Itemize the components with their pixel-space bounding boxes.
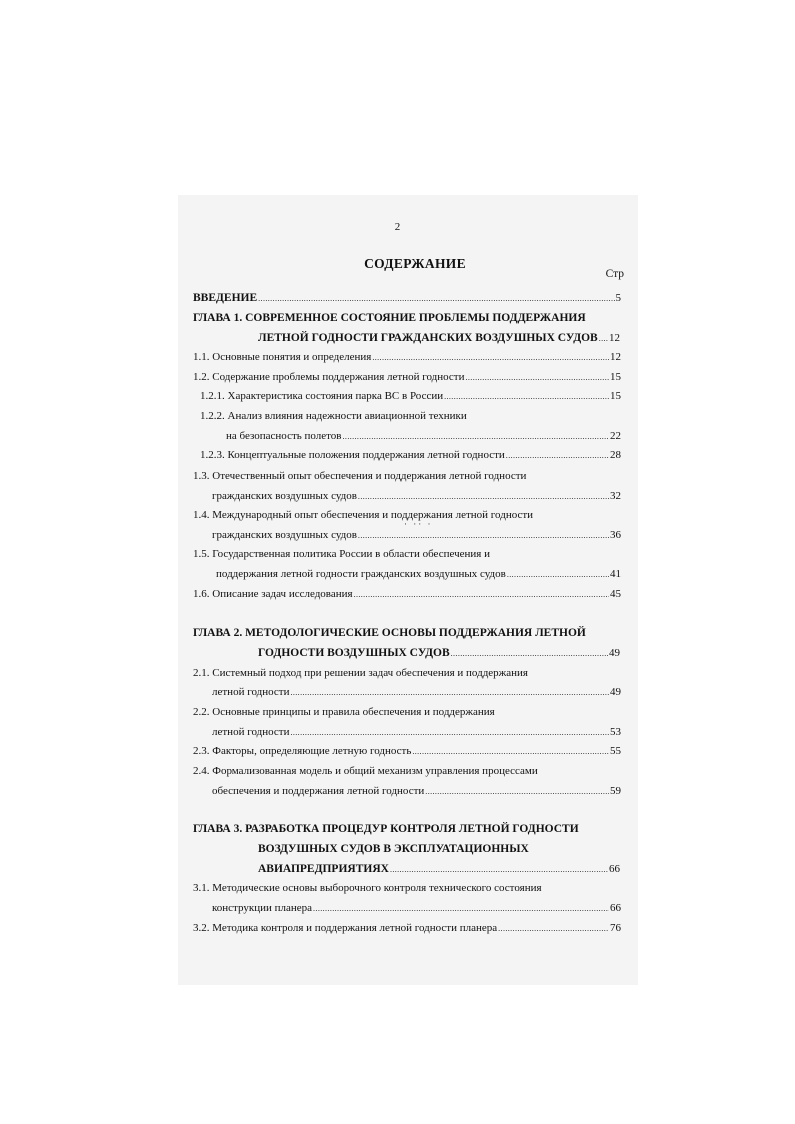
toc-entry-1-5-line-1: 1.5. Государственная политика России в области обеспечения и bbox=[193, 548, 490, 560]
toc-entry-2-2-line-1: 2.2. Основные принципы и правила обеспечения и поддержания bbox=[193, 706, 495, 718]
toc-entry-page: 12 bbox=[609, 332, 620, 344]
toc-entry-title: обеспечения и поддержания летной годности bbox=[212, 785, 425, 797]
dot-leader bbox=[358, 529, 609, 543]
toc-chapter-3-title-line-1: ГЛАВА 3. РАЗРАБОТКА ПРОЦЕДУР КОНТРОЛЯ ЛЕТНОЙ ГОДНОСТИ bbox=[193, 823, 579, 835]
toc-entry-page: 36 bbox=[610, 529, 621, 541]
toc-chapter-1-title-line-1: ГЛАВА 1. СОВРЕМЕННОЕ СОСТОЯНИЕ ПРОБЛЕМЫ ПОДДЕРЖАНИЯ bbox=[193, 312, 586, 324]
dot-leader bbox=[425, 785, 609, 799]
toc-chapter-2 bbox=[258, 646, 620, 661]
toc-entry-page: 49 bbox=[609, 647, 620, 659]
toc-entry-page: 32 bbox=[610, 490, 621, 502]
toc-entry-page: 28 bbox=[610, 449, 621, 461]
toc-entry-2-3 bbox=[193, 744, 621, 759]
dot-leader bbox=[506, 449, 609, 463]
toc-entry-1-3-line-1: 1.3. Отечественный опыт обеспечения и поддержания летной годности bbox=[193, 470, 527, 482]
dot-leader bbox=[354, 588, 609, 602]
dot-leader bbox=[599, 332, 608, 346]
page-column-label: Стр bbox=[605, 268, 624, 280]
toc-entry-1-2 bbox=[193, 370, 621, 385]
toc-entry-title: летной годности bbox=[212, 686, 290, 698]
toc-entry-title: на безопасность полетов bbox=[226, 430, 342, 442]
toc-entry-page: 45 bbox=[610, 588, 621, 600]
toc-entry-2-1-line-1: 2.1. Системный подход при решении задач обеспечения и поддержания bbox=[193, 667, 528, 679]
toc-entry-title: ВВЕДЕНИЕ bbox=[193, 292, 258, 304]
toc-entry-title: 1.6. Описание задач исследования bbox=[193, 588, 353, 600]
toc-entry-1-6 bbox=[193, 587, 621, 602]
toc-entry-page: 76 bbox=[610, 922, 621, 934]
toc-entry-introduction bbox=[193, 291, 621, 306]
toc-entry-2-4 bbox=[212, 784, 621, 799]
toc-entry-1-2-2 bbox=[226, 429, 621, 444]
toc-entry-3-1 bbox=[212, 901, 621, 916]
toc-entry-page: 53 bbox=[610, 726, 621, 738]
dot-leader bbox=[372, 351, 609, 365]
toc-entry-title: 2.3. Факторы, определяющие летную годность bbox=[193, 745, 412, 757]
dot-leader bbox=[507, 568, 609, 582]
toc-entry-1-2-1 bbox=[200, 389, 621, 404]
dot-leader bbox=[290, 686, 609, 700]
toc-entry-page: 41 bbox=[610, 568, 621, 580]
dot-leader bbox=[451, 647, 608, 661]
toc-entry-title: ЛЕТНОЙ ГОДНОСТИ ГРАЖДАНСКИХ ВОЗДУШНЫХ СУДОВ bbox=[258, 332, 598, 344]
toc-entry-title: 1.1. Основные понятия и определения bbox=[193, 351, 372, 363]
toc-entry-title: 1.2.3. Концептуальные положения поддержания летной годности bbox=[200, 449, 505, 461]
scan-artifact: · ·· · bbox=[404, 519, 433, 529]
toc-entry-title: 3.2. Методика контроля и поддержания летной годности планера bbox=[193, 922, 498, 934]
toc-entry-title: АВИАПРЕДПРИЯТИЯХ bbox=[258, 863, 389, 875]
toc-chapter-3-title-line-2: ВОЗДУШНЫХ СУДОВ В ЭКСПЛУАТАЦИОННЫХ bbox=[258, 843, 529, 855]
toc-entry-1-5 bbox=[216, 567, 621, 582]
dot-leader bbox=[343, 430, 609, 444]
dot-leader bbox=[258, 292, 614, 306]
toc-entry-page: 5 bbox=[615, 292, 621, 304]
dot-leader bbox=[498, 922, 609, 936]
toc-entry-page: 66 bbox=[609, 863, 620, 875]
toc-entry-title: ГОДНОСТИ ВОЗДУШНЫХ СУДОВ bbox=[258, 647, 450, 659]
toc-entry-1-4-line-1: 1.4. Международный опыт обеспечения и поддержания летной годности bbox=[193, 509, 534, 521]
toc-entry-1-2-3 bbox=[200, 448, 621, 463]
toc-entry-title: 1.2. Содержание проблемы поддержания летной годности bbox=[193, 371, 465, 383]
toc-entry-title: конструкции планера bbox=[212, 902, 313, 914]
toc-entry-1-3 bbox=[212, 489, 621, 504]
toc-entry-3-1-line-1: 3.1. Методические основы выборочного контроля технического состояния bbox=[193, 882, 542, 894]
toc-entry-page: 15 bbox=[610, 371, 621, 383]
dot-leader bbox=[466, 371, 610, 385]
toc-entry-2-2 bbox=[212, 725, 621, 740]
toc-entry-1-4 bbox=[212, 528, 621, 543]
toc-entry-3-2 bbox=[193, 921, 621, 936]
toc-entry-2-4-line-1: 2.4. Формализованная модель и общий механизм управления процессами bbox=[193, 765, 538, 777]
dot-leader bbox=[390, 863, 608, 877]
toc-entry-title: гражданских воздушных судов bbox=[212, 529, 357, 541]
dot-leader bbox=[290, 726, 609, 740]
toc-chapter-2-title-line-1: ГЛАВА 2. МЕТОДОЛОГИЧЕСКИЕ ОСНОВЫ ПОДДЕРЖАНИЯ ЛЕТНОЙ bbox=[193, 627, 586, 639]
toc-entry-title: летной годности bbox=[212, 726, 290, 738]
toc-entry-page: 49 bbox=[610, 686, 621, 698]
dot-leader bbox=[412, 745, 609, 759]
toc-entry-page: 55 bbox=[610, 745, 621, 757]
dot-leader bbox=[358, 490, 609, 504]
dot-leader bbox=[313, 902, 609, 916]
toc-entry-page: 12 bbox=[610, 351, 621, 363]
toc-title: СОДЕРЖАНИЕ bbox=[364, 256, 466, 271]
toc-entry-2-1 bbox=[212, 685, 621, 700]
dot-leader bbox=[444, 390, 609, 404]
toc-entry-title: поддержания летной годности гражданских воздушных судов bbox=[216, 568, 506, 580]
toc-entry-1-2-2-line-1: 1.2.2. Анализ влияния надежности авиационной техники bbox=[200, 410, 467, 422]
toc-entry-page: 59 bbox=[610, 785, 621, 797]
page-number: 2 bbox=[394, 221, 401, 233]
toc-chapter-1 bbox=[258, 331, 620, 346]
toc-entry-page: 66 bbox=[610, 902, 621, 914]
toc-entry-title: гражданских воздушных судов bbox=[212, 490, 357, 502]
toc-chapter-3 bbox=[258, 862, 620, 877]
toc-entry-1-1 bbox=[193, 350, 621, 365]
toc-entry-page: 22 bbox=[610, 430, 621, 442]
toc-entry-title: 1.2.1. Характеристика состояния парка ВС в России bbox=[200, 390, 444, 402]
toc-entry-page: 15 bbox=[610, 390, 621, 402]
